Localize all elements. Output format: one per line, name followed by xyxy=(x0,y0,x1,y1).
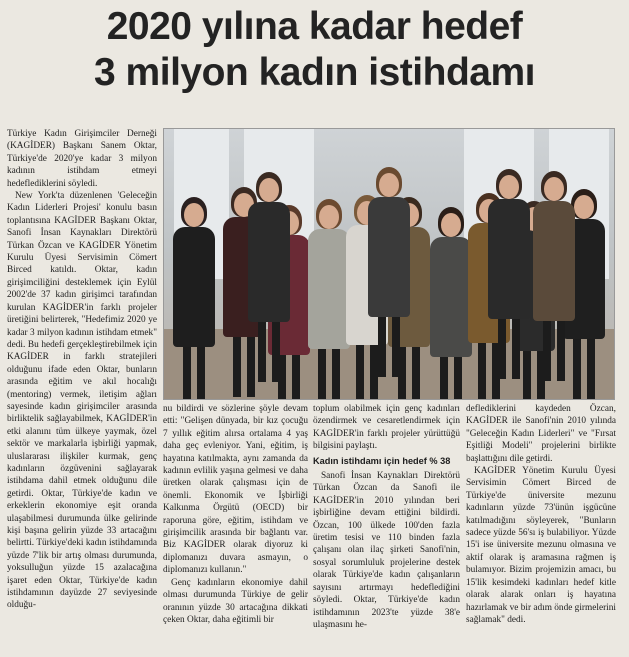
person-figure xyxy=(169,199,219,399)
body-paragraph: Sanofi İnsan Kaynakları Direktörü Türkan Özcan da Sanofi ile KAGİDER'in 2010 yılından beri işbirliğine devam ettiğini bildirdi. Özcan, 100 ülkede 100'den fazla üretim tesisi ve 110 binden fazla çalışanı olan ilaç şirketi Sanofi'nin, sosyal sorumluluk projelerine destek olarak Türkiye'de kadın çalışanların sayısını artırmayı hedeflediğini söyledi. Oktar, Türkiye'de kadın istihdamının 2023'te yüzde 38'e ulaşmasını he- xyxy=(313,471,460,630)
body-paragraph: deflediklerini kaydeden Özcan, KAGİDER ile Sanofi'nin 2010 yılında "Geleceğin Kadın Liderleri" ve "Fırsat Eşitliği Modeli" projelerini birlikte başlattığını dile getirdi. xyxy=(466,404,616,464)
subheading: Kadın istihdamı için hedef % 38 xyxy=(313,455,451,466)
column-2 xyxy=(163,403,308,653)
person-figure xyxy=(364,169,414,399)
column-4 xyxy=(466,403,616,653)
body-paragraph: nu bildirdi ve sözlerine şöyle devam etti: "Gelişen dünyada, bir kız çocuğu 7 yıllık eğitim alırsa ortalama 4 yaş daha geç evleniyor. Yani, eğitim, iş hayatına katılmakta, aynı zamanda da kadının evlilik yaşına gelmesi ve daha üretken olarak çalışması için de önemli. Ekonomik ve İşbirliği Kalkınma Örgütü (OECD) bir raporuna göre, eğitim, istihdam ve girişimcilik arasında bir bağlantı var. Biz KAGİDER olarak diyoruz ki diplomanızı duvara asmayın, o diplomanızı kullanın." xyxy=(163,404,308,576)
body-paragraph: Genç kadınların ekonomiye dahil olması durumunda Türkiye de gelir oranının yüzde 30 artacağına dikkati çeken Oktar, daha eğitimli bir xyxy=(163,577,308,625)
headline-line-1: 2020 yılına kadar hedef xyxy=(106,5,523,48)
column-1 xyxy=(7,128,157,653)
person-figure xyxy=(484,171,534,399)
intro-paragraph: Türkiye Kadın Girişimciler Derneği (KAGİDER) Başkanı Sanem Oktar, Türkiye'de 2020'ye kadar 3 milyon kadının istihdam etmeyi hedeflediklerini söyledi. xyxy=(7,129,157,189)
headline-line-2: 3 milyon kadın istihdamı xyxy=(94,51,535,94)
body-paragraph: toplum olabilmek için genç kadınları özendirmek ve cesaretlendirmek için KAGİDER'in farklı projeler yürüttüğü bilgisini paylaştı. xyxy=(313,404,460,452)
group-photo xyxy=(163,128,615,400)
column-3 xyxy=(313,403,460,653)
body-paragraph: New York'ta düzenlenen 'Geleceğin Kadın Liderleri Projesi' konulu basın toplantısına KAGİDER Başkanı Oktar, Sanofi İnsan Kaynakları Direktörü Türkan Özcan ve KAGİDER Yönetim Kurulu Üyesi Servisimin Cömert Birced katıldı. Oktar, kadın girişimciliğini desteklemek için Eylül 2002'de 37 kadın girişimci tarafından kurulan KAGİDER'in farklı projeler üretiğini belirterek, "Hedefimiz 2020 ye kadar 3 milyon kadının istihdam etmek" dedi. Bu hedefi gerçekleştirebilmek için KAGİDER in farklı stratejileri olduğunu ifade eden Oktar, bunların arasında eğitim ve akıl hocalığı (mentoring) vermek, iletişim ağları sayesinde kadın girişimciler arasında birliktelik sağlayabilmek, KAGİDER'in etki alanını tüm ülkeye yaymak, özel sektör ve markalarla işbirliği yapmak, uluslararası ilişkiler kurmak, genç kadınların özgüvenini sağlayarak istihdama dahil etmek olduğunu dile getirdi. Oktar, Türkiye'de kadın ve erkeklerin ekonomiye eşit oranda ulaşabilmesi durumunda ülke gelirinde kişi başına gelirin yüzde 33 artacağını belirtti. Türkiye'deki kadın istihdamında yüzde 7'lik bir artış olması durumunda, yoksulluğun yüzde 15 azalacağına işaret eden Oktar, Türkiye'de kadın istihdamının dayüzde 27 seviyesinde olduğu- xyxy=(7,191,157,611)
person-figure xyxy=(529,173,579,399)
body-paragraph: KAGİDER Yönetim Kurulu Üyesi Servisimin Cömert Birced de Türkiye'de üniversite mezunu kadınların yüzde 73'ünün işgücüne katılmadığını söyleyerek, "Bunların sadece yüzde 56'sı iş bulabiliyor. Yüzde 15'i ise üniversite mezunu olmasına ve aktif olarak iş aramasına rağmen iş bulamıyor. Bizim projemizin amacı, bu 15'lik kesimdeki kadınları hedef kitle olarak alarak onları iş hayatına hazırlamak ve bir adım önde girmelerini sağlamak" dedi. xyxy=(466,466,616,625)
person-figure xyxy=(244,174,294,399)
